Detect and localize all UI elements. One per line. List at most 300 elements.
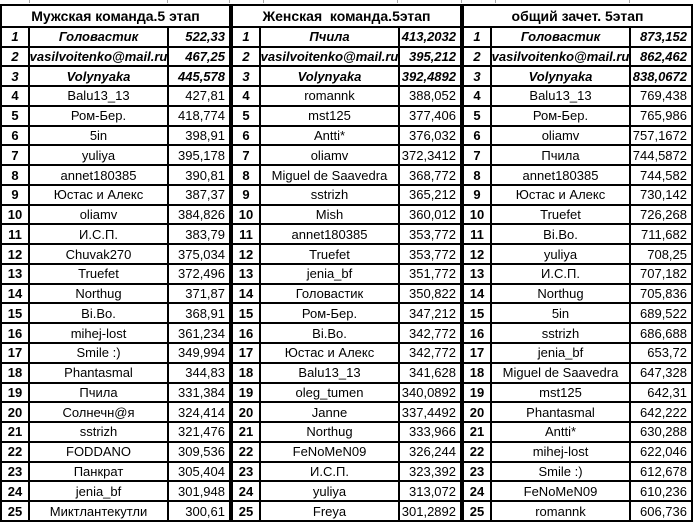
player-name-cell: romannk <box>492 502 631 522</box>
rank-cell: 7 <box>2 146 30 166</box>
table-row <box>233 206 462 226</box>
score-cell: 413,2032 <box>400 28 462 48</box>
score-cell: 342,772 <box>400 344 462 364</box>
score-cell: 392,4892 <box>400 67 462 87</box>
rank-cell: 20 <box>2 403 30 423</box>
player-name-cell: Головастик <box>492 28 631 48</box>
rank-cell: 14 <box>2 285 30 305</box>
rank-cell: 4 <box>464 87 492 107</box>
rank-cell: 22 <box>464 443 492 463</box>
rank-cell: 2 <box>464 48 492 68</box>
table-row <box>233 384 462 404</box>
table-row <box>233 423 462 443</box>
player-name-cell: Ром-Бер. <box>30 107 169 127</box>
table-row <box>233 364 462 384</box>
section-overall <box>462 6 693 522</box>
score-cell: 653,72 <box>631 344 693 364</box>
player-name-cell: Antti* <box>261 127 400 147</box>
player-name-cell: 5in <box>30 127 169 147</box>
table-row <box>233 265 462 285</box>
rank-cell: 19 <box>2 384 30 404</box>
player-name-cell: Головастик <box>30 28 169 48</box>
table-row <box>233 146 462 166</box>
gridline-tick <box>461 0 462 3</box>
rank-cell: 18 <box>464 364 492 384</box>
score-cell: 377,406 <box>400 107 462 127</box>
score-cell: 395,212 <box>400 48 462 68</box>
player-name-cell: Панкрат <box>30 463 169 483</box>
score-cell: 705,836 <box>631 285 693 305</box>
rank-cell: 15 <box>233 304 261 324</box>
rank-cell: 5 <box>233 107 261 127</box>
table-row <box>464 285 693 305</box>
table-row <box>2 304 231 324</box>
rank-cell: 21 <box>233 423 261 443</box>
section-title-mens: Мужская команда.5 этап <box>2 6 231 28</box>
gridline-tick <box>167 0 168 3</box>
table-row <box>233 87 462 107</box>
rank-cell: 3 <box>2 67 30 87</box>
rank-cell: 1 <box>2 28 30 48</box>
table-row <box>464 304 693 324</box>
score-cell: 689,522 <box>631 304 693 324</box>
table-row <box>233 107 462 127</box>
player-name-cell: FODDANO <box>30 443 169 463</box>
rank-cell: 25 <box>464 502 492 522</box>
rank-cell: 11 <box>2 225 30 245</box>
table-row <box>2 206 231 226</box>
player-name-cell: И.С.П. <box>261 463 400 483</box>
gridline-tick <box>397 0 398 3</box>
table-row <box>464 245 693 265</box>
table-row <box>233 225 462 245</box>
score-cell: 372,3412 <box>400 146 462 166</box>
player-name-cell: jenia_bf <box>30 482 169 502</box>
player-name-cell: FeNoMeN09 <box>492 482 631 502</box>
score-cell: 368,772 <box>400 166 462 186</box>
score-cell: 427,81 <box>169 87 231 107</box>
rank-cell: 16 <box>2 324 30 344</box>
score-cell: 744,5872 <box>631 146 693 166</box>
player-name-cell: Smile :) <box>30 344 169 364</box>
table-row <box>2 28 231 48</box>
table-row <box>233 344 462 364</box>
score-cell: 301,948 <box>169 482 231 502</box>
score-cell: 642,31 <box>631 384 693 404</box>
player-name-cell: sstrizh <box>261 186 400 206</box>
rank-cell: 17 <box>2 344 30 364</box>
score-cell: 398,91 <box>169 127 231 147</box>
score-cell: 353,772 <box>400 245 462 265</box>
rank-cell: 2 <box>2 48 30 68</box>
player-name-cell: Miguel de Saavedra <box>261 166 400 186</box>
rank-cell: 6 <box>233 127 261 147</box>
player-name-cell: Юстас и Алекс <box>261 344 400 364</box>
score-cell: 395,178 <box>169 146 231 166</box>
score-cell: 309,536 <box>169 443 231 463</box>
table-row <box>464 364 693 384</box>
player-name-cell: FeNoMeN09 <box>261 443 400 463</box>
score-cell: 361,234 <box>169 324 231 344</box>
rank-cell: 21 <box>464 423 492 443</box>
table-row <box>464 225 693 245</box>
player-name-cell: Balu13_13 <box>30 87 169 107</box>
rank-cell: 1 <box>464 28 492 48</box>
rank-cell: 25 <box>233 502 261 522</box>
rank-cell: 11 <box>233 225 261 245</box>
score-cell: 349,994 <box>169 344 231 364</box>
table-row <box>2 87 231 107</box>
gridline-tick <box>29 0 30 3</box>
table-row <box>2 265 231 285</box>
score-cell: 522,33 <box>169 28 231 48</box>
player-name-cell: sstrizh <box>492 324 631 344</box>
table-row <box>464 28 693 48</box>
table-row <box>2 463 231 483</box>
score-cell: 376,032 <box>400 127 462 147</box>
rank-cell: 14 <box>233 285 261 305</box>
player-name-cell: oliamv <box>30 206 169 226</box>
player-name-cell: Phantasmal <box>492 403 631 423</box>
rank-cell: 7 <box>233 146 261 166</box>
rank-cell: 10 <box>2 206 30 226</box>
player-name-cell: Antti* <box>492 423 631 443</box>
table-row <box>233 127 462 147</box>
score-cell: 757,1672 <box>631 127 693 147</box>
rank-cell: 15 <box>464 304 492 324</box>
rank-cell: 13 <box>2 265 30 285</box>
rank-cell: 7 <box>464 146 492 166</box>
table-row <box>2 127 231 147</box>
table-row <box>2 285 231 305</box>
rank-cell: 20 <box>464 403 492 423</box>
player-name-cell: Bi.Bo. <box>492 225 631 245</box>
table-row <box>2 67 231 87</box>
rank-cell: 23 <box>2 463 30 483</box>
rank-cell: 16 <box>464 324 492 344</box>
score-cell: 323,392 <box>400 463 462 483</box>
table-row <box>464 423 693 443</box>
player-name-cell: Truefet <box>261 245 400 265</box>
score-cell: 321,476 <box>169 423 231 443</box>
table-row <box>464 463 693 483</box>
table-row <box>464 146 693 166</box>
rank-cell: 10 <box>464 206 492 226</box>
rank-cell: 12 <box>233 245 261 265</box>
table-row <box>464 482 693 502</box>
table-row <box>2 482 231 502</box>
rank-cell: 5 <box>2 107 30 127</box>
player-name-cell: oleg_tumen <box>261 384 400 404</box>
player-name-cell: Phantasmal <box>30 364 169 384</box>
rank-cell: 24 <box>233 482 261 502</box>
player-name-cell: Юстас и Алекс <box>492 186 631 206</box>
player-name-cell: oliamv <box>261 146 400 166</box>
score-cell: 610,236 <box>631 482 693 502</box>
score-cell: 726,268 <box>631 206 693 226</box>
score-cell: 324,414 <box>169 403 231 423</box>
score-cell: 744,582 <box>631 166 693 186</box>
score-cell: 353,772 <box>400 225 462 245</box>
player-name-cell: Smile :) <box>492 463 631 483</box>
table-row <box>464 443 693 463</box>
score-cell: 769,438 <box>631 87 693 107</box>
table-row <box>2 403 231 423</box>
table-row <box>2 324 231 344</box>
score-cell: 445,578 <box>169 67 231 87</box>
score-cell: 340,0892 <box>400 384 462 404</box>
score-cell: 730,142 <box>631 186 693 206</box>
rank-cell: 13 <box>464 265 492 285</box>
score-cell: 612,678 <box>631 463 693 483</box>
table-row <box>2 423 231 443</box>
player-name-cell: Пчила <box>492 146 631 166</box>
table-row <box>464 67 693 87</box>
table-row <box>464 87 693 107</box>
table-row <box>233 186 462 206</box>
player-name-cell: И.С.П. <box>492 265 631 285</box>
score-cell: 390,81 <box>169 166 231 186</box>
rank-cell: 21 <box>2 423 30 443</box>
table-row <box>464 384 693 404</box>
rank-cell: 12 <box>2 245 30 265</box>
player-name-cell: mihej-lost <box>30 324 169 344</box>
rank-cell: 3 <box>464 67 492 87</box>
score-cell: 333,966 <box>400 423 462 443</box>
score-cell: 765,986 <box>631 107 693 127</box>
player-name-cell: Головастик <box>261 285 400 305</box>
rank-cell: 10 <box>233 206 261 226</box>
player-name-cell: annet180385 <box>261 225 400 245</box>
player-name-cell: И.С.П. <box>30 225 169 245</box>
player-name-cell: Bi.Bo. <box>30 304 169 324</box>
section-mens-team <box>2 6 231 522</box>
score-cell: 360,012 <box>400 206 462 226</box>
rank-cell: 19 <box>464 384 492 404</box>
score-cell: 337,4492 <box>400 403 462 423</box>
score-cell: 383,79 <box>169 225 231 245</box>
table-row <box>464 265 693 285</box>
score-cell: 368,91 <box>169 304 231 324</box>
player-name-cell: Volynyaka <box>492 67 631 87</box>
rank-cell: 6 <box>464 127 492 147</box>
score-cell: 344,83 <box>169 364 231 384</box>
score-cell: 305,404 <box>169 463 231 483</box>
score-cell: 365,212 <box>400 186 462 206</box>
table-row <box>233 463 462 483</box>
standings-tables <box>0 4 693 522</box>
table-row <box>464 344 693 364</box>
gridline-tick <box>495 0 496 3</box>
score-cell: 347,212 <box>400 304 462 324</box>
score-cell: 384,826 <box>169 206 231 226</box>
rank-cell: 9 <box>2 186 30 206</box>
rank-cell: 15 <box>2 304 30 324</box>
rank-cell: 4 <box>233 87 261 107</box>
table-row <box>233 443 462 463</box>
table-row <box>2 186 231 206</box>
gridline-tick <box>629 0 630 3</box>
table-row <box>233 285 462 305</box>
rank-cell: 18 <box>2 364 30 384</box>
table-row <box>233 502 462 522</box>
score-cell: 387,37 <box>169 186 231 206</box>
score-cell: 708,25 <box>631 245 693 265</box>
rank-cell: 23 <box>464 463 492 483</box>
player-name-cell: jenia_bf <box>492 344 631 364</box>
table-row <box>233 166 462 186</box>
table-row <box>2 384 231 404</box>
table-row <box>464 206 693 226</box>
table-row <box>2 245 231 265</box>
rank-cell: 12 <box>464 245 492 265</box>
rank-cell: 17 <box>233 344 261 364</box>
rank-cell: 6 <box>2 127 30 147</box>
table-row <box>233 482 462 502</box>
score-cell: 341,628 <box>400 364 462 384</box>
table-row <box>464 48 693 68</box>
score-cell: 351,772 <box>400 265 462 285</box>
table-row <box>2 344 231 364</box>
player-name-cell: yuliya <box>30 146 169 166</box>
rank-cell: 18 <box>233 364 261 384</box>
rank-cell: 8 <box>2 166 30 186</box>
table-row <box>464 403 693 423</box>
table-row <box>233 403 462 423</box>
table-row <box>464 324 693 344</box>
player-name-cell: Balu13_13 <box>492 87 631 107</box>
table-row <box>464 166 693 186</box>
section-title-womens: Женская команда.5этап <box>233 6 462 28</box>
score-cell: 642,222 <box>631 403 693 423</box>
section-womens-team <box>231 6 462 522</box>
rank-cell: 8 <box>233 166 261 186</box>
player-name-cell: Freya <box>261 502 400 522</box>
score-cell: 711,682 <box>631 225 693 245</box>
player-name-cell: Northug <box>261 423 400 443</box>
player-name-cell: yuliya <box>492 245 631 265</box>
table-row <box>2 225 231 245</box>
table-row <box>2 443 231 463</box>
rank-cell: 13 <box>233 265 261 285</box>
player-name-cell: sstrizh <box>30 423 169 443</box>
table-row <box>233 324 462 344</box>
score-cell: 707,182 <box>631 265 693 285</box>
table-row <box>464 502 693 522</box>
rank-cell: 17 <box>464 344 492 364</box>
rank-cell: 16 <box>233 324 261 344</box>
player-name-cell: romannk <box>261 87 400 107</box>
rank-cell: 2 <box>233 48 261 68</box>
rank-cell: 23 <box>233 463 261 483</box>
player-name-cell: yuliya <box>261 482 400 502</box>
score-cell: 467,25 <box>169 48 231 68</box>
rank-cell: 25 <box>2 502 30 522</box>
player-name-cell: mst125 <box>492 384 631 404</box>
score-cell: 418,774 <box>169 107 231 127</box>
rank-cell: 19 <box>233 384 261 404</box>
table-row <box>233 28 462 48</box>
rank-cell: 11 <box>464 225 492 245</box>
player-name-cell: Mish <box>261 206 400 226</box>
table-row <box>2 146 231 166</box>
rank-cell: 24 <box>464 482 492 502</box>
table-row <box>2 364 231 384</box>
rank-cell: 20 <box>233 403 261 423</box>
player-name-cell: Пчила <box>30 384 169 404</box>
score-cell: 630,288 <box>631 423 693 443</box>
score-cell: 838,0672 <box>631 67 693 87</box>
player-name-cell: Volynyaka <box>30 67 169 87</box>
rank-cell: 9 <box>233 186 261 206</box>
score-cell: 388,052 <box>400 87 462 107</box>
score-cell: 606,736 <box>631 502 693 522</box>
score-cell: 350,822 <box>400 285 462 305</box>
table-row <box>233 245 462 265</box>
player-name-cell: vasilvoitenko@mail.ru <box>261 48 400 68</box>
player-name-cell: Northug <box>492 285 631 305</box>
table-row <box>233 67 462 87</box>
table-row <box>464 186 693 206</box>
score-cell: 301,2892 <box>400 502 462 522</box>
player-name-cell: Truefet <box>492 206 631 226</box>
table-row <box>233 48 462 68</box>
score-cell: 862,462 <box>631 48 693 68</box>
table-row <box>2 107 231 127</box>
score-cell: 622,046 <box>631 443 693 463</box>
player-name-cell: Balu13_13 <box>261 364 400 384</box>
player-name-cell: Bi.Bo. <box>261 324 400 344</box>
rank-cell: 22 <box>233 443 261 463</box>
table-row <box>464 127 693 147</box>
player-name-cell: Ром-Бер. <box>492 107 631 127</box>
player-name-cell: Chuvak270 <box>30 245 169 265</box>
table-row <box>2 502 231 522</box>
rank-cell: 9 <box>464 186 492 206</box>
table-row <box>2 166 231 186</box>
player-name-cell: vasilvoitenko@mail.ru <box>492 48 631 68</box>
score-cell: 686,688 <box>631 324 693 344</box>
rank-cell: 22 <box>2 443 30 463</box>
player-name-cell: mihej-lost <box>492 443 631 463</box>
table-row <box>2 48 231 68</box>
rank-cell: 5 <box>464 107 492 127</box>
player-name-cell: annet180385 <box>30 166 169 186</box>
score-cell: 342,772 <box>400 324 462 344</box>
score-cell: 326,244 <box>400 443 462 463</box>
player-name-cell: 5in <box>492 304 631 324</box>
player-name-cell: oliamv <box>492 127 631 147</box>
player-name-cell: jenia_bf <box>261 265 400 285</box>
rank-cell: 8 <box>464 166 492 186</box>
player-name-cell: Janne <box>261 403 400 423</box>
player-name-cell: Юстас и Алекс <box>30 186 169 206</box>
gridline-tick <box>263 0 264 3</box>
player-name-cell: Miguel de Saavedra <box>492 364 631 384</box>
player-name-cell: Volynyaka <box>261 67 400 87</box>
score-cell: 331,384 <box>169 384 231 404</box>
gridline-strip <box>0 0 693 4</box>
rank-cell: 14 <box>464 285 492 305</box>
rank-cell: 24 <box>2 482 30 502</box>
score-cell: 375,034 <box>169 245 231 265</box>
score-cell: 313,072 <box>400 482 462 502</box>
player-name-cell: Солнечн@я <box>30 403 169 423</box>
score-cell: 372,496 <box>169 265 231 285</box>
table-row <box>233 304 462 324</box>
player-name-cell: annet180385 <box>492 166 631 186</box>
table-row <box>464 107 693 127</box>
